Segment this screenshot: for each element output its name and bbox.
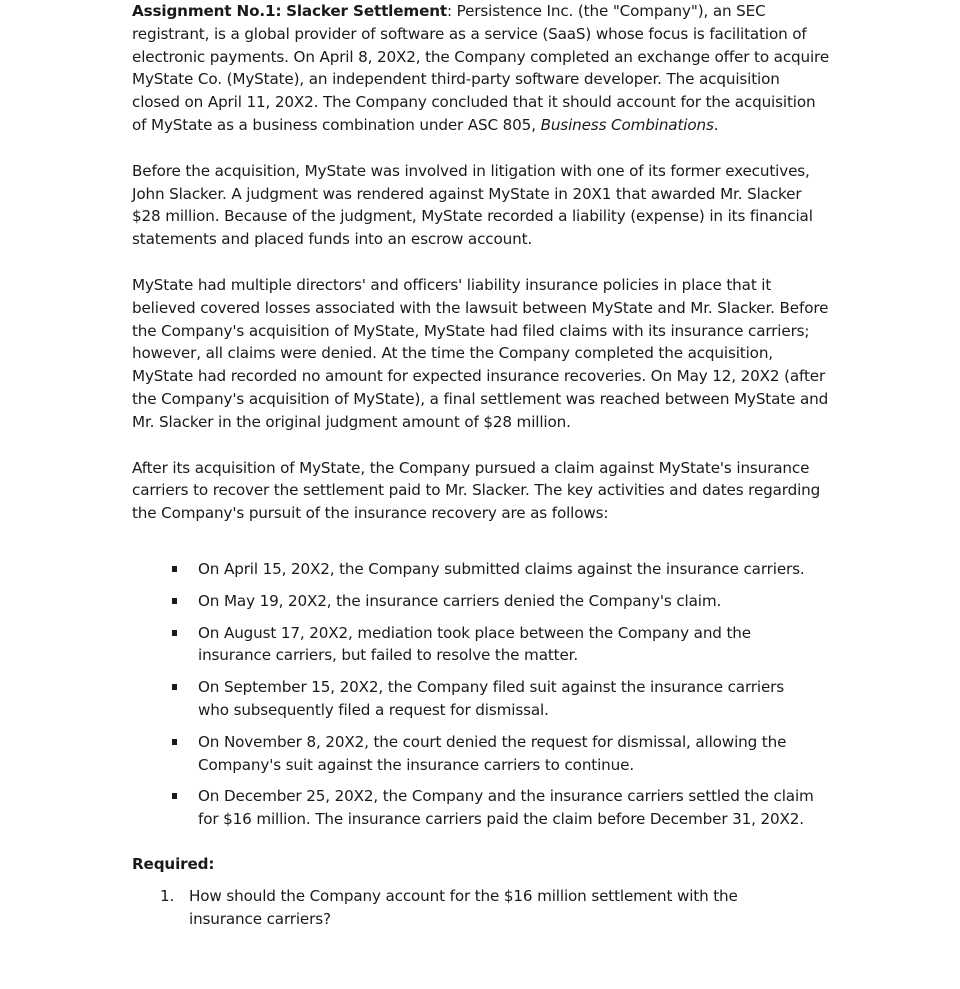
intro-end: . bbox=[713, 115, 719, 134]
bullet-icon bbox=[172, 684, 177, 690]
activity-text: On September 15, 20X2, the Company filed suit against the insurance carriers who subsequently filed a request for dismissal. bbox=[198, 678, 785, 719]
activity-text: On August 17, 20X2, mediation took place between the Company and the insurance carriers, but failed to resolve the matter. bbox=[198, 623, 751, 665]
intro-text: : Persistence Inc. (the "Company"), an SEC registrant, is a global provider of software as a service (SaaS) whose focus is facilitation of electronic payments. On April 8, 20X2, the Company completed an exchange offer to acquire MyState Co. (MyState), an independent third-party software developer. The acquisition closed on April 11, 20X2. The Company concluded that it should account for the acquisition of MyState as a business combination under ASC 805, bbox=[132, 2, 830, 134]
litigation-paragraph: Before the acquisition, MyState was involved in litigation with one of its former executives, John Slacker. A judgment was rendered against MyState in 20X1 that awarded Mr. Slacker $28 million. Because of the judgment, MyState recorded a liability (expense) in its financial statements and placed funds into an escrow account. bbox=[132, 161, 813, 249]
question-item bbox=[132, 885, 749, 931]
bullet-icon bbox=[172, 630, 177, 636]
activity-text: On May 19, 20X2, the insurance carriers denied the Company's claim. bbox=[198, 591, 722, 610]
insurance-paragraph: MyState had multiple directors' and officers' liability insurance policies in place that it believed covered losses associated with the lawsuit between MyState and Mr. Slacker. Before the Company's acquisition of MyState, MyState had filed claims with its insurance carriers; however, all claims were denied. At the time the Company completed the acquisition, MyState had recorded no amount for expected insurance recoveries. On May 12, 20X2 (after the Company's acquisition of MyState), a final settlement was reached between MyState and Mr. Slacker in the original judgment amount of $28 million. bbox=[132, 275, 829, 431]
list-item bbox=[132, 731, 818, 777]
assignment-title: Slacker Settlement bbox=[286, 2, 447, 20]
list-item bbox=[132, 676, 818, 722]
required-label: Required: bbox=[132, 854, 215, 873]
questions-list bbox=[132, 885, 832, 931]
list-item bbox=[132, 785, 818, 831]
intro-paragraph bbox=[132, 0, 832, 137]
bullet-icon bbox=[172, 793, 177, 799]
recovery-paragraph: After its acquisition of MyState, the Company pursued a claim against MyState's insurance carriers to recover the settlement paid to Mr. Slacker. The key activities and dates regarding the Company's pursuit of the insurance recovery are as follows: bbox=[132, 458, 821, 523]
activity-text: On November 8, 20X2, the court denied the request for dismissal, allowing the Company's suit against the insurance carriers to continue. bbox=[198, 732, 787, 774]
assignment-document bbox=[132, 0, 832, 930]
question-number: 1. bbox=[160, 886, 175, 905]
bullet-icon bbox=[172, 739, 177, 745]
bullet-icon bbox=[172, 566, 177, 572]
activity-text: On December 25, 20X2, the Company and the insurance carriers settled the claim for $16 million. The insurance carriers paid the claim before December 31, 20X2. bbox=[198, 787, 814, 829]
activity-text: On April 15, 20X2, the Company submitted claims against the insurance carriers. bbox=[198, 559, 805, 578]
bullet-icon bbox=[172, 598, 177, 604]
list-item bbox=[132, 590, 818, 613]
assignment-heading: Assignment No.1: bbox=[132, 2, 282, 20]
list-item bbox=[132, 622, 818, 668]
activities-list bbox=[132, 558, 832, 831]
asc-topic-title: Business Combinations bbox=[540, 115, 714, 134]
list-item bbox=[132, 558, 818, 581]
question-text: How should the Company account for the $16 million settlement with the insurance carriers? bbox=[189, 886, 738, 928]
